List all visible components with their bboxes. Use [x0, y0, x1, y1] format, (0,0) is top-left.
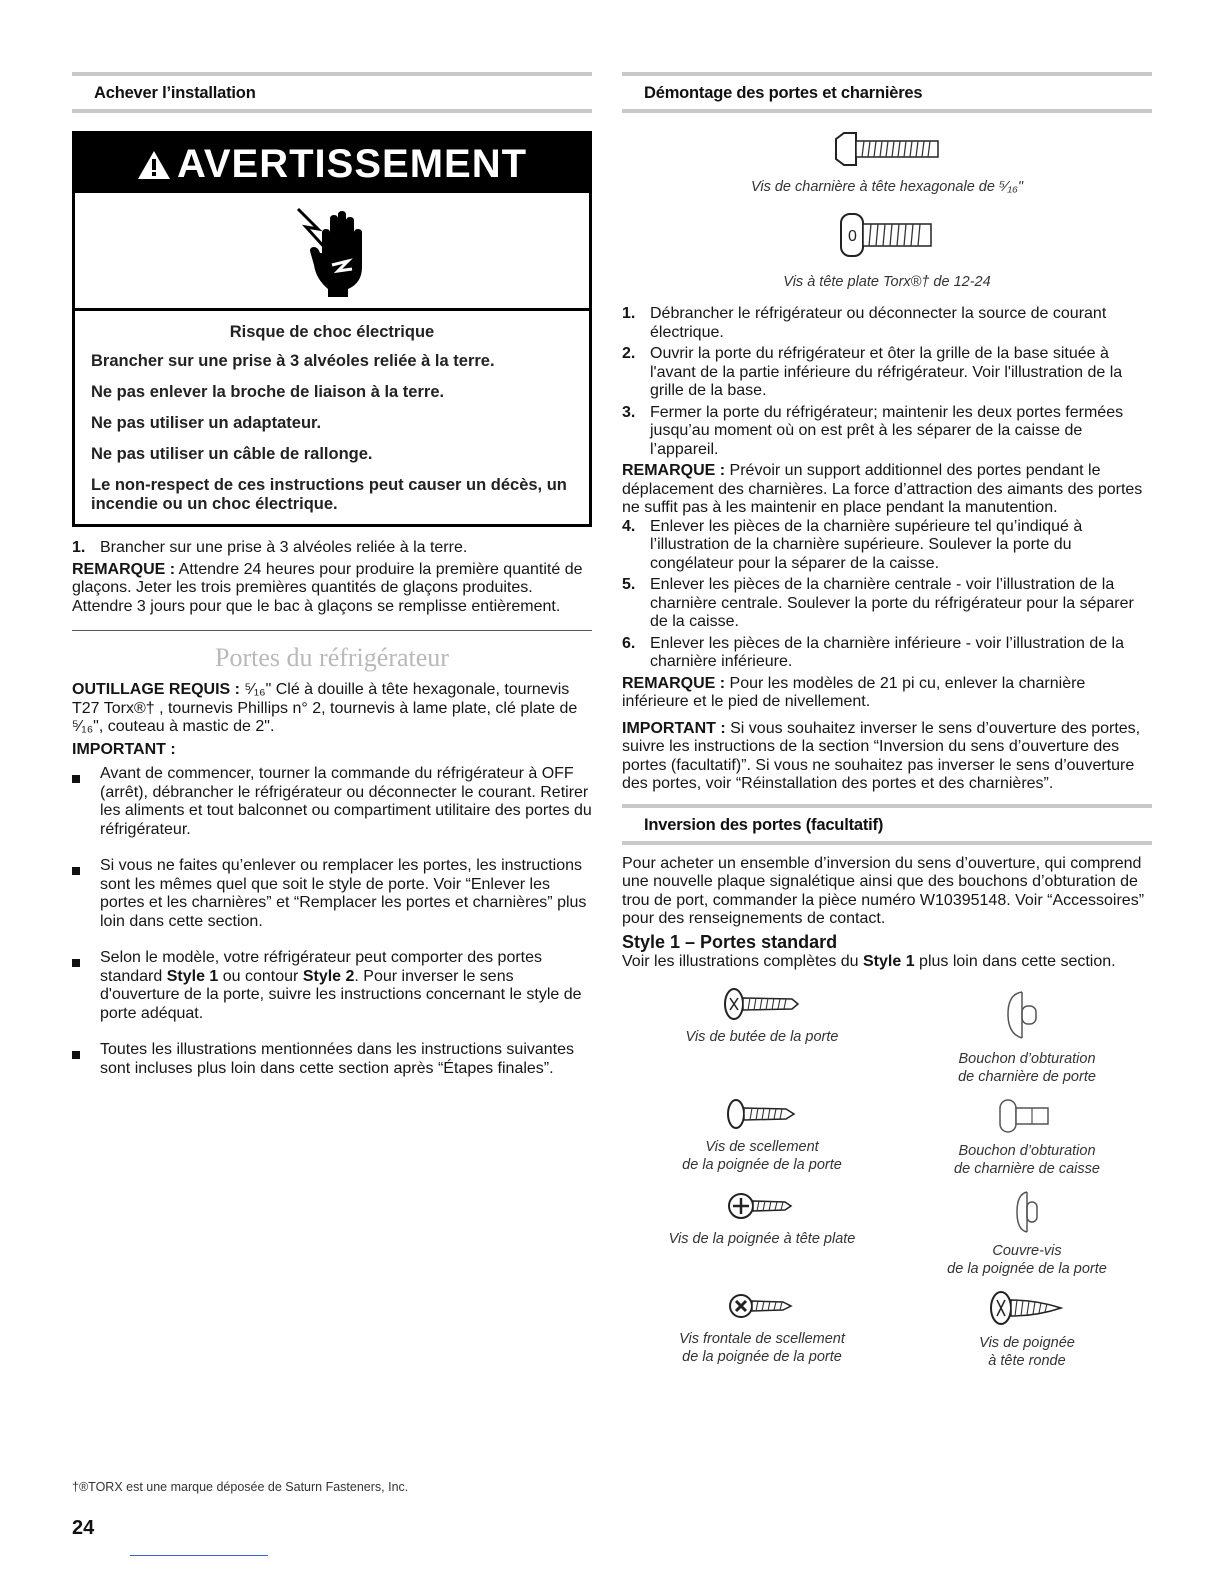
part-item: Vis frontale de scellement de la poignée de la porte — [622, 1286, 902, 1370]
important-heading: IMPORTANT : — [72, 740, 176, 758]
warning-subtitle: Risque de choc électrique — [229, 323, 435, 341]
front-sealing-screw-icon — [727, 1286, 797, 1326]
bullet-icon — [72, 959, 80, 967]
warning-line: Ne pas utiliser un câble de rallonge. — [91, 445, 373, 463]
part-item: Vis de poignée à tête ronde — [902, 1286, 1152, 1370]
page-number: 24 — [72, 1517, 95, 1539]
bottom-link-line — [130, 1555, 268, 1556]
figure-caption: Vis de charnière à tête hexagonale de ⁵⁄₁₆" — [750, 179, 1024, 195]
important-paragraph: IMPORTANT : Si vous souhaitez inverser le sens d’ouverture des portes, suivre les instructions de la section “Inversion du sens d’ouverture des portes (facultatif)”. Si vous ne souhaitez pas inverser le sens d’ouverture des portes, voir “Réinstallation des portes et des charnières”. — [622, 719, 1141, 792]
warning-line: Ne pas utiliser un adaptateur. — [91, 414, 322, 432]
part-item: Vis de butée de la porte — [622, 984, 902, 1086]
left-column — [72, 72, 592, 1096]
part-item: Bouchon d’obturation de charnière de porte — [902, 984, 1152, 1086]
figure-hex-screw — [622, 129, 1152, 196]
flat-head-handle-screw-icon — [727, 1186, 797, 1226]
bullet-icon — [72, 867, 80, 875]
warning-line: Le non-respect de ces instructions peut causer un décès, un incendie ou un choc électrique. — [91, 476, 567, 513]
style1-title: Style 1 – Portes standard — [622, 931, 838, 952]
bullet-icon — [72, 775, 80, 783]
parts-grid — [622, 984, 1152, 1370]
section-title-achever: Achever l’installation — [72, 72, 592, 113]
door-stop-screw-icon — [722, 984, 802, 1024]
door-hinge-plug-icon — [1002, 984, 1052, 1046]
warning-triangle-icon — [137, 150, 171, 180]
warning-text — [75, 311, 589, 524]
section-title-inversion: Inversion des portes (facultatif) — [622, 804, 1152, 845]
warning-line: Brancher sur une prise à 3 alvéoles reliée à la terre. — [91, 352, 495, 370]
bullet-item: Si vous ne faites qu’enlever ou remplacer les portes, les instructions sont les mêmes quel que soit le style de porte. Voir “Enlever les portes et les charnières” et “Remplacer les portes et charnières” plus loin dans cette section. — [72, 857, 592, 931]
warning-header — [75, 134, 589, 193]
remark-paragraph: REMARQUE : Prévoir un support additionnel des portes pendant le déplacement des charnières. La force d’attraction des aimants des portes ne suffit pas à les maintenir en place pendant la manutention. — [622, 462, 1143, 516]
torx-screw-icon — [837, 210, 937, 260]
round-head-handle-screw-icon — [987, 1286, 1067, 1330]
tools-paragraph: OUTILLAGE REQUIS : ⁵⁄₁₆" Clé à douille à tête hexagonale, tournevis T27 Torx®† , tournevis Phillips n° 2, tournevis à lame plate, clé plate de ⁵⁄₁₆", couteau à mastic de 2". — [72, 681, 578, 735]
part-item: Bouchon d’obturation de charnière de caisse — [902, 1094, 1152, 1178]
cabinet-hinge-plug-icon — [992, 1094, 1062, 1138]
style1-paragraph: Voir les illustrations complètes du Style 1 plus loin dans cette section. — [622, 953, 1116, 970]
remark-paragraph: REMARQUE : Attendre 24 heures pour produire la première quantité de glaçons. Jeter les trois premières quantités de glaçons produites. Attendre 3 jours pour que le bac à glaçons se remplisse entièrement. — [72, 560, 583, 615]
figure-torx-screw — [622, 210, 1152, 291]
step-item: 2. Ouvrir la porte du réfrigérateur et ôter la grille de la base située à l'avant de la partie inférieure du réfrigérateur. Voir l'illustration de la grille de la base. — [622, 345, 1123, 399]
bullet-item: Toutes les illustrations mentionnées dans les instructions suivantes sont incluses plus loin dans cette section après “Étapes finales”. — [72, 1041, 592, 1078]
handle-sealing-screw-icon — [722, 1094, 802, 1134]
step-item: 4. Enlever les pièces de la charnière supérieure tel qu’indiqué à l’illustration de la charnière supérieure. Soulever la porte du congélateur pour la séparer de la caisse. — [622, 517, 1083, 572]
svg-text:0: 0 — [848, 228, 857, 245]
step-item: 1. Brancher sur une prise à 3 alvéoles reliée à la terre. — [72, 539, 468, 556]
part-item: Vis de la poignée à tête plate — [622, 1186, 902, 1278]
warning-title: AVERTISSEMENT — [176, 142, 528, 186]
warning-line: Ne pas enlever la broche de liaison à la terre. — [91, 383, 445, 401]
doors-title: Portes du réfrigérateur — [215, 643, 449, 672]
footnote: †®TORX est une marque déposée de Saturn Fasteners, Inc. — [72, 1480, 409, 1494]
bullet-item: Selon le modèle, votre réfrigérateur peut comporter des portes standard Style 1 ou contour Style 2. Pour inverser le sens d'ouverture de la porte, suivre les instructions concernant le style de porte adéquat. — [72, 949, 592, 1023]
step-item: 5. Enlever les pièces de la charnière centrale - voir l’illustration de la charnière centrale. Soulever la porte du réfrigérateur pour la séparer de la caisse. — [622, 576, 1134, 630]
step-item: 3. Fermer la porte du réfrigérateur; maintenir les deux portes fermées jusqu’au moment où on est prêt à les séparer de la caisse de l’appareil. — [622, 403, 1124, 458]
remark-paragraph: REMARQUE : Pour les modèles de 21 pi cu, enlever la charnière inférieure et le pied de nivellement. — [622, 674, 1086, 710]
handle-screw-cover-icon — [1007, 1186, 1047, 1238]
step-item: 6. Enlever les pièces de la charnière inférieure - voir l’illustration de la charnière inférieure. — [622, 634, 1125, 670]
right-column — [622, 72, 1152, 1370]
hex-head-screw-icon — [832, 129, 942, 169]
figure-caption: Vis à tête plate Torx®† de 12-24 — [783, 274, 991, 290]
bullet-item: Avant de commencer, tourner la commande du réfrigérateur à OFF (arrêt), débrancher le réfrigérateur ou déconnecter le courant. Retirer les aliments et tout balconnet ou compartiment utilitaire des portes du réfrigérateur. — [72, 765, 592, 839]
electric-shock-hand-icon — [292, 203, 372, 299]
bullet-icon — [72, 1051, 80, 1059]
divider — [72, 630, 592, 631]
step-item: 1. Débrancher le réfrigérateur ou déconnecter la source de courant électrique. — [622, 305, 1107, 341]
inversion-paragraph: Pour acheter un ensemble d’inversion du sens d’ouverture, qui comprend une nouvelle plaque signalétique ainsi que des bouchons d’obturation de trou de port, commander la pièce numéro W10395148. Voir “Accessoires” pour des renseignements de contact. — [622, 854, 1145, 927]
part-item: Vis de scellement de la poignée de la porte — [622, 1094, 902, 1178]
warning-box — [72, 131, 592, 527]
part-item: Couvre-vis de la poignée de la porte — [902, 1186, 1152, 1278]
section-title-demontage: Démontage des portes et charnières — [622, 72, 1152, 113]
